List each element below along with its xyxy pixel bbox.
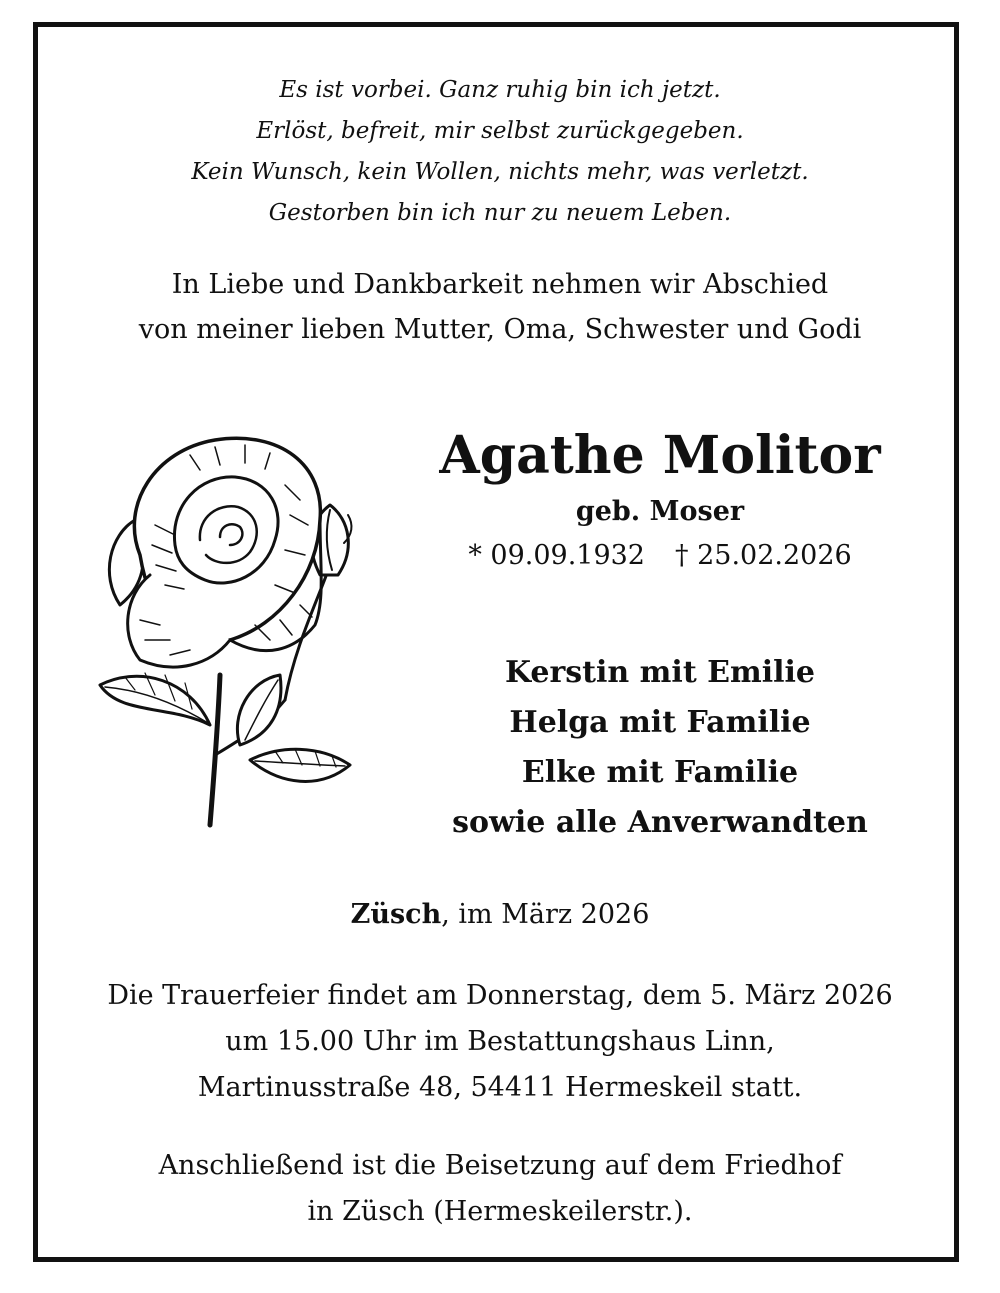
- mourner-line: Kerstin mit Emilie: [504, 655, 816, 690]
- life-dates: [430, 538, 890, 574]
- poem-line: Erlöst, befreit, mir selbst zurückgegeben.: [256, 118, 744, 144]
- mourner-line: Elke mit Familie: [521, 755, 799, 790]
- funeral-service: [0, 973, 1000, 1111]
- poem-line: Gestorben bin ich nur zu neuem Leben.: [268, 200, 732, 226]
- service-line: Martinusstraße 48, 54411 Hermeskeil statt.: [197, 1072, 803, 1103]
- intro-line: In Liebe und Dankbarkeit nehmen wir Abschied: [171, 269, 829, 300]
- burial-line: Anschließend ist die Beisetzung auf dem Friedhof: [158, 1150, 842, 1181]
- birth-date: * 09.09.1932: [468, 540, 645, 571]
- mourner-line: sowie alle Anverwandten: [452, 805, 868, 840]
- poem-line: Kein Wunsch, kein Wollen, nichts mehr, was verletzt.: [191, 159, 809, 185]
- rose-icon: [80, 425, 390, 830]
- farewell-intro: [0, 262, 1000, 352]
- mourner-line: Helga mit Familie: [509, 705, 811, 740]
- service-line: um 15.00 Uhr im Bestattungshaus Linn,: [225, 1026, 775, 1057]
- place-date: [0, 893, 1000, 937]
- place-date-text: , im März 2026: [441, 899, 650, 930]
- poem-line: Es ist vorbei. Ganz ruhig bin ich jetzt.: [279, 77, 721, 103]
- mourners: [430, 648, 890, 848]
- birth-name: geb. Moser: [575, 496, 745, 527]
- death-date: † 25.02.2026: [675, 540, 852, 571]
- place-town: Züsch: [350, 899, 442, 930]
- burial-line: in Züsch (Hermeskeilerstr.).: [307, 1196, 693, 1227]
- burial-info: [0, 1143, 1000, 1235]
- poem: [0, 70, 1000, 234]
- intro-line: von meiner lieben Mutter, Oma, Schwester und Godi: [138, 314, 862, 345]
- deceased-name: Agathe Molitor: [439, 425, 881, 486]
- service-line: Die Trauerfeier findet am Donnerstag, dem 5. März 2026: [107, 980, 893, 1011]
